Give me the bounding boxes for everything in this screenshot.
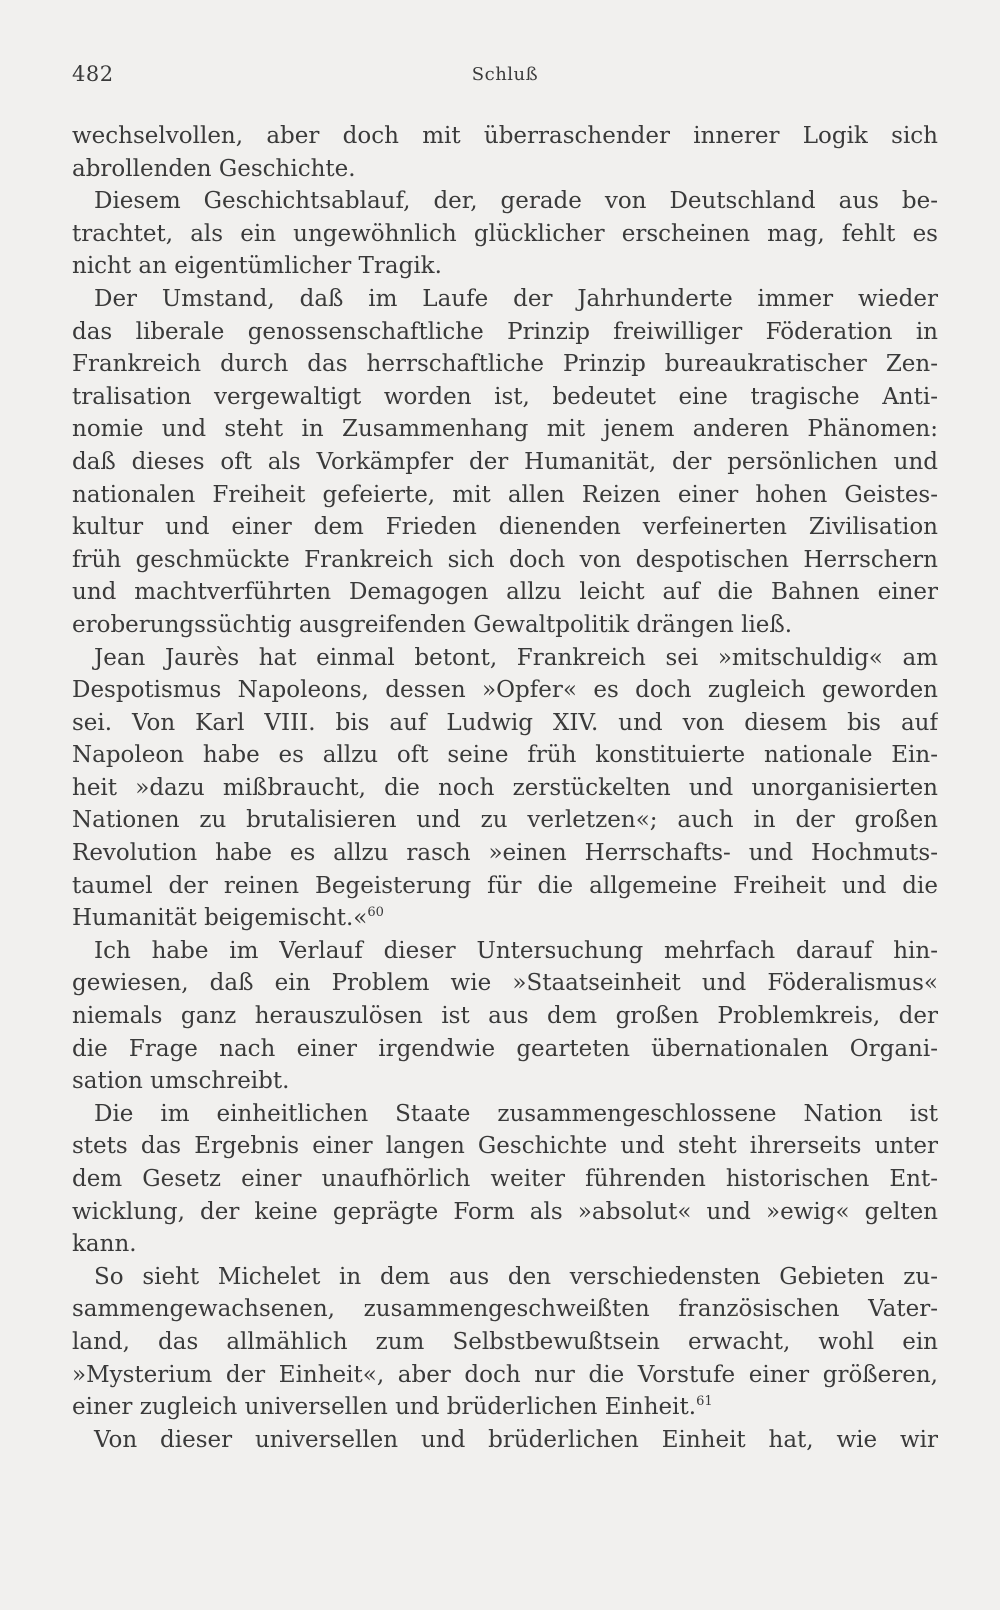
text-line <box>72 1196 938 1229</box>
text-line <box>72 674 938 707</box>
text-line <box>72 1130 938 1163</box>
text-line <box>72 1033 938 1066</box>
line-text: land, das allmählich zum Selbstbewußtsein erwacht, wohl ein <box>72 1328 938 1355</box>
text-line <box>72 902 938 935</box>
text-line <box>72 153 938 186</box>
text-line <box>72 1065 938 1098</box>
line-text: abrollenden Geschichte. <box>72 155 356 182</box>
line-text: einer zugleich universellen und brüderlichen Einheit. <box>72 1394 697 1421</box>
line-text: Nationen zu brutalisieren und zu verletzen«; auch in der großen <box>72 807 938 834</box>
text-line <box>72 120 938 153</box>
text-line <box>72 185 938 218</box>
text-line <box>72 381 938 414</box>
text-line <box>72 772 938 805</box>
text-line <box>72 1228 938 1261</box>
line-text: Ich habe im Verlauf dieser Untersuchung mehrfach darauf hin- <box>94 937 938 964</box>
line-text: das liberale genossenschaftliche Prinzip freiwilliger Föderation in <box>72 318 938 345</box>
line-text: Revolution habe es allzu rasch »einen Herrschafts- und Hochmuts- <box>72 840 938 867</box>
line-text: Diesem Geschichtsablauf, der, gerade von Deutschland aus be- <box>94 188 938 215</box>
line-text: »Mysterium der Einheit«, aber doch nur die Vorstufe einer größeren, <box>72 1361 938 1388</box>
text-line <box>72 413 938 446</box>
text-line <box>72 544 938 577</box>
text-line <box>72 1293 938 1326</box>
text-line <box>72 707 938 740</box>
text-line <box>72 609 938 642</box>
line-text: nationalen Freiheit gefeierte, mit allen Reizen einer hohen Geistes- <box>72 481 938 508</box>
text-line <box>72 935 938 968</box>
line-text: Despotismus Napoleons, dessen »Opfer« es doch zugleich geworden <box>72 677 938 704</box>
text-line <box>72 576 938 609</box>
line-text: Napoleon habe es allzu oft seine früh konstituierte nationale Ein- <box>72 742 938 769</box>
text-line <box>72 870 938 903</box>
line-text: nicht an eigentümlicher Tragik. <box>72 253 442 280</box>
text-line <box>72 1326 938 1359</box>
line-text: sammengewachsenen, zusammengeschweißten französischen Vater- <box>72 1296 938 1323</box>
line-text: heit »dazu mißbraucht, die noch zerstückelten und unorganisierten <box>72 774 938 801</box>
line-text: Von dieser universellen und brüderlichen Einheit hat, wie wir <box>94 1426 938 1453</box>
text-line <box>72 479 938 512</box>
line-text: taumel der reinen Begeisterung für die allgemeine Freiheit und die <box>72 872 938 899</box>
footnote-marker: 60 <box>367 905 384 921</box>
text-line <box>72 1391 938 1424</box>
text-line <box>72 642 938 675</box>
text-line <box>72 837 938 870</box>
line-text: früh geschmückte Frankreich sich doch von despotischen Herrschern <box>72 546 938 573</box>
text-line <box>72 1098 938 1131</box>
line-text: die Frage nach einer irgendwie gearteten übernationalen Organi- <box>72 1035 938 1062</box>
line-text: Humanität beigemischt.« <box>72 905 368 932</box>
text-line <box>72 1261 938 1294</box>
text-line <box>72 1163 938 1196</box>
text-line <box>72 316 938 349</box>
line-text: stets das Ergebnis einer langen Geschichte und steht ihrerseits unter <box>72 1133 938 1160</box>
text-line <box>72 348 938 381</box>
line-text: eroberungssüchtig ausgreifenden Gewaltpolitik drängen ließ. <box>72 611 793 638</box>
text-line <box>72 283 938 316</box>
page-header <box>72 62 938 92</box>
text-line <box>72 250 938 283</box>
line-text: und machtverführten Demagogen allzu leicht auf die Bahnen einer <box>72 579 938 606</box>
line-text: nomie und steht in Zusammenhang mit jenem anderen Phänomen: <box>72 416 938 443</box>
line-text: trachtet, als ein ungewöhnlich glücklicher erscheinen mag, fehlt es <box>72 220 938 247</box>
line-text: sation umschreibt. <box>72 1068 290 1095</box>
line-text: niemals ganz herauszulösen ist aus dem großen Problemkreis, der <box>72 1003 938 1030</box>
line-text: Der Umstand, daß im Laufe der Jahrhunderte immer wieder <box>94 285 938 312</box>
text-line <box>72 218 938 251</box>
text-line <box>72 967 938 1000</box>
page-number: 482 <box>72 62 114 86</box>
text-line <box>72 1000 938 1033</box>
line-text: wicklung, der keine geprägte Form als »absolut« und »ewig« gelten <box>72 1198 938 1225</box>
line-text: sei. Von Karl VIII. bis auf Ludwig XIV. und von diesem bis auf <box>72 709 938 736</box>
line-text: wechselvollen, aber doch mit überraschender innerer Logik sich <box>72 123 938 149</box>
line-text: Frankreich durch das herrschaftliche Prinzip bureaukratischer Zen- <box>72 351 938 378</box>
line-text: tralisation vergewaltigt worden ist, bedeutet eine tragische Anti- <box>72 383 938 410</box>
text-line <box>72 1359 938 1392</box>
running-head: Schluß <box>471 64 539 85</box>
text-line <box>72 511 938 544</box>
line-text: dem Gesetz einer unaufhörlich weiter führenden historischen Ent- <box>72 1166 938 1192</box>
line-text: kultur und einer dem Frieden dienenden verfeinerten Zivilisation <box>72 514 938 541</box>
line-text: gewiesen, daß ein Problem wie »Staatseinheit und Föderalismus« <box>72 970 938 997</box>
text-line <box>72 804 938 837</box>
body-text <box>72 120 938 1456</box>
footnote-marker: 61 <box>696 1394 713 1410</box>
text-line <box>72 446 938 479</box>
line-text: Jean Jaurès hat einmal betont, Frankreich sei »mitschuldig« am <box>94 644 938 671</box>
text-line <box>72 739 938 772</box>
text-line <box>72 1424 938 1457</box>
line-text: kann. <box>72 1231 137 1258</box>
line-text: So sieht Michelet in dem aus den verschiedensten Gebieten zu- <box>94 1263 938 1290</box>
line-text: daß dieses oft als Vorkämpfer der Humanität, der persönlichen und <box>72 448 938 475</box>
line-text: Die im einheitlichen Staate zusammengeschlossene Nation ist <box>94 1100 938 1127</box>
